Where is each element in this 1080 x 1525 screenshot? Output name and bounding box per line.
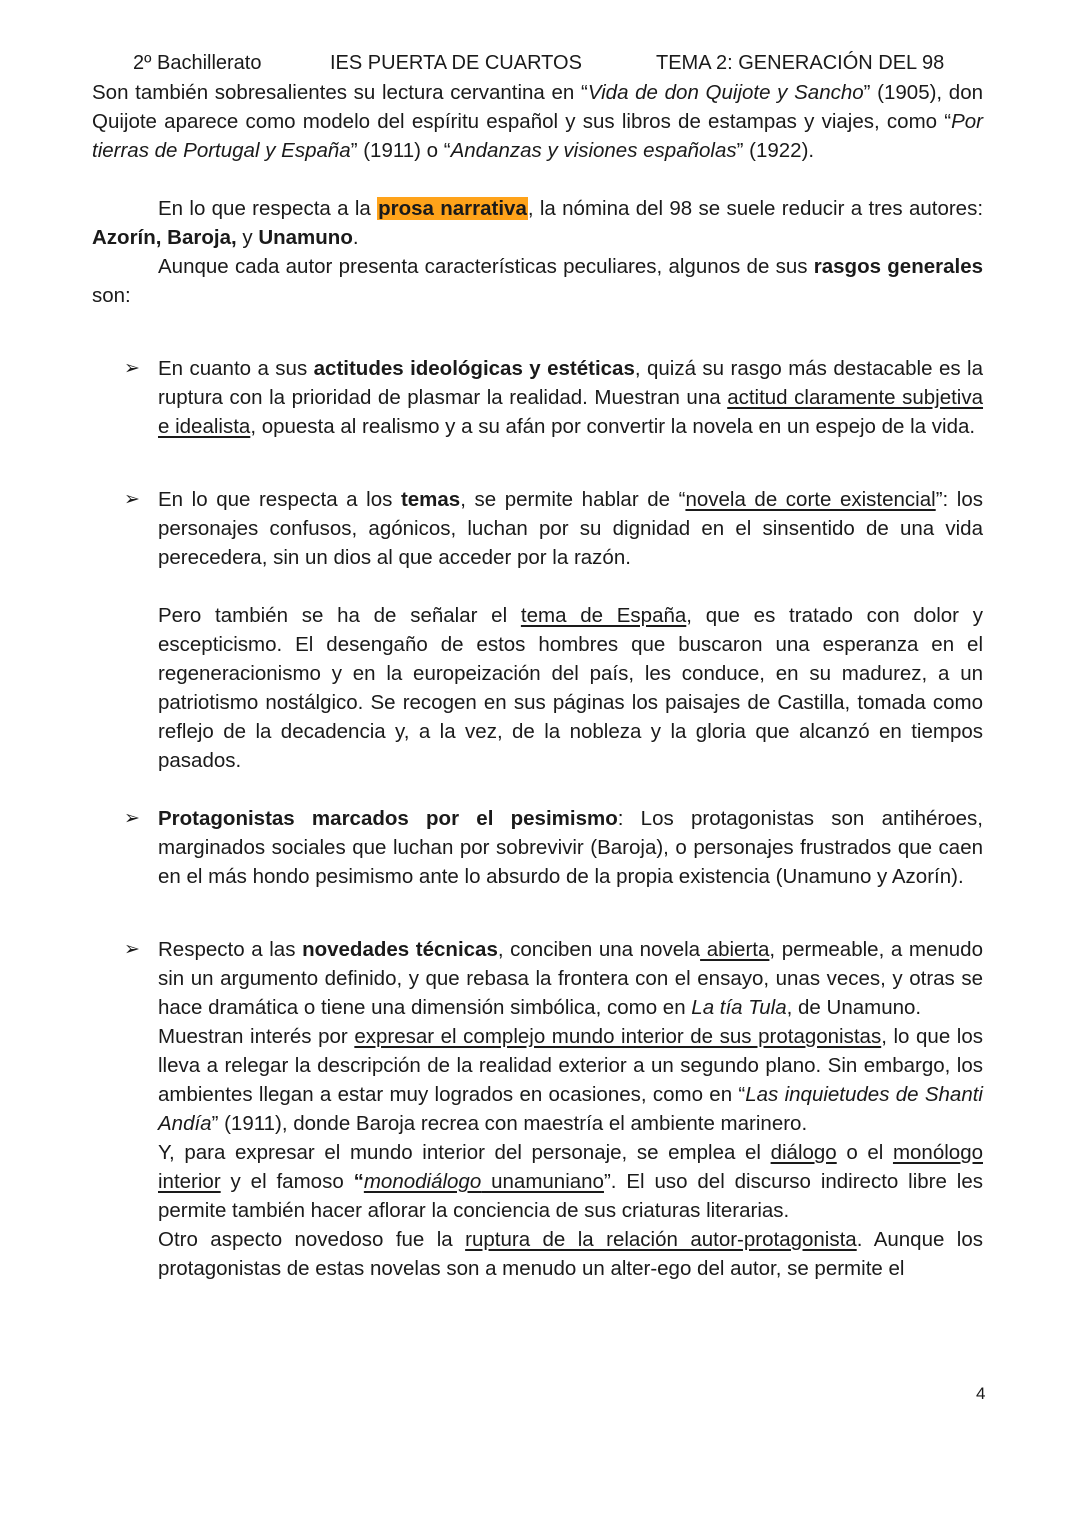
narrative-paragraph: En lo que respecta a la prosa narrativa, la nómina del 98 se suele reducir a tres autores: Azorín, Baroja, y Unamuno. <box>92 197 984 249</box>
author-protagonist-paragraph: Otro aspecto novedoso fue la ruptura de la relación autor-protagonista. Aunque los protagonistas de estas novelas son a menudo un alter-ego del autor, se permite el <box>158 1228 984 1280</box>
arrow-bullet-icon: ➢ <box>124 939 140 960</box>
header-school: IES PUERTA DE CUARTOS <box>330 52 582 74</box>
document-body <box>92 78 983 1283</box>
chevron-bullet-icon: ➢ <box>124 808 140 829</box>
intro-paragraph: Son también sobresalientes su lectura cervantina en “Vida de don Quijote y Sancho” (1905), don Quijote aparece como modelo del espíritu español y sus libros de estampas y viajes, como “Por tierras de Portugal y España” (1911) o “Andanzas y visiones españolas” (1922). <box>92 81 984 162</box>
list-item-protagonists: ➢ Protagonistas marcados por el pesimismo: Los protagonistas son antihéroes, marginados sociales que luchan por sobrevivir (Baroja), o personajes frustrados que caen en el más hondo pesimismo ante lo absurdo de la propia existencia (Unamuno y Azorín). <box>92 804 983 891</box>
arrow-bullet-icon: ➢ <box>124 489 140 510</box>
header-course: 2º Bachillerato <box>133 52 262 74</box>
list-item-themes: ➢ En lo que respecta a los temas, se permite hablar de “novela de corte existencial”: los personajes confusos, agónicos, luchan por su dignidad en el sinsentido de una vida perecedera, sin un dios al que acceder por la razón. <box>92 485 983 572</box>
page-number: 4 <box>976 1384 986 1403</box>
arrow-bullet-icon: ➢ <box>124 358 140 379</box>
page-header <box>0 52 1080 78</box>
list-item-attitudes: ➢ En cuanto a sus actitudes ideológicas y estéticas, quizá su rasgo más destacable es la ruptura con la prioridad de plasmar la realidad. Muestran una actitud claramente subjetiva e idealista, opuesta al realismo y a su afán por convertir la novela en un espejo de la vida. <box>92 354 983 441</box>
general-traits-paragraph: Aunque cada autor presenta características peculiares, algunos de sus rasgos generales son: <box>92 255 983 307</box>
header-topic: TEMA 2: GENERACIÓN DEL 98 <box>656 52 945 74</box>
spain-theme-paragraph: Pero también se ha de señalar el tema de España, que es tratado con dolor y escepticismo. El desengaño de estos hombres que buscaron una esperanza en el regeneracionismo y en la europeización del país, les conduce, en su madurez, a un patriotismo nostálgico. Se recogen en sus páginas los paisajes de Castilla, tomada como reflejo de la decadencia y, a la vez, de la nobleza y la gloria que alcanzó en tiempos pasados. <box>158 604 983 772</box>
highlighted-term: prosa narrativa <box>378 197 527 220</box>
dialogue-paragraph: Y, para expresar el mundo interior del personaje, se emplea el diálogo o el monólogo interior y el famoso “monodiálogo unamuniano”. El uso del discurso indirecto libre les permite también hacer aflorar la conciencia de sus criaturas literarias. <box>158 1141 983 1222</box>
inner-world-paragraph: Muestran interés por expresar el complejo mundo interior de sus protagonistas, lo que los lleva a relegar la descripción de la realidad exterior a un segundo plano. Sin embargo, los ambientes llegan a estar muy logrados en ocasiones, como en “Las inquietudes de Shanti Andía” (1911), donde Baroja recrea con maestría el ambiente marinero. <box>158 1025 983 1135</box>
list-item-techniques: ➢ Respecto a las novedades técnicas, conciben una novela abierta, permeable, a menudo sin un argumento definido, y que rebasa la frontera con el ensayo, unas veces, y otras se hace dramática o tiene una dimensión simbólica, como en La tía Tula, de Unamuno. Muestran interés por expresar el complejo mundo interior de sus protagonistas, lo que los lleva a relegar la descripción de la realidad exterior a un segundo plano. Sin embargo, los ambientes llegan a estar muy logrados en ocasiones, como en “Las inquietudes de Shanti Andía” (1911), donde Baroja recrea con maestría el ambiente marinero. Y, para expresar el mundo interior del personaje, se emplea el diálogo o el monólogo interior y el famoso “monodiálogo unamuniano”. El uso del discurso indirecto libre les permite también hacer aflorar la conciencia de sus criaturas literarias. Otro aspecto novedoso fue la ruptura de la relación autor-protagonista. Aunque los protagonistas de estas novelas son a menudo un alter-ego del autor, se permite el <box>92 935 983 1283</box>
